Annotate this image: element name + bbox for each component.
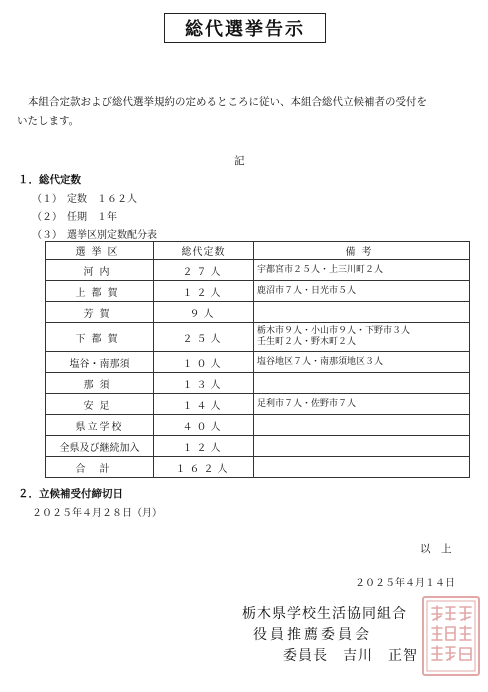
table-row (46, 373, 470, 394)
signature-chair: 委員長 吉川 正智 (283, 648, 418, 664)
section-1-item-quota: （１） 定数 １６２人 (32, 194, 137, 205)
section-1-item-table-caption: （３） 選挙区別定数配分表 (32, 230, 157, 241)
table-row (46, 436, 470, 457)
section-2-heading: ２．立候補受付締切日 (18, 488, 123, 500)
row-area: 塩谷・南那須 (46, 352, 154, 373)
signature-org: 栃木県学校生活協同組合 (242, 606, 407, 622)
row-area: 河内 (46, 260, 154, 281)
note-line: 壬生町２人・野木町２人 (257, 337, 357, 347)
row-note (254, 260, 470, 281)
row-count: １０人 (154, 352, 254, 373)
row-count: １２人 (154, 436, 254, 457)
table-row (46, 260, 470, 281)
note-line: 宇都宮市２５人・上三川町２人 (257, 264, 384, 275)
row-area: 合計 (46, 457, 154, 478)
note-line: 栃木市９人・小山市９人・下野市３人 (257, 326, 411, 336)
row-note (254, 352, 470, 373)
allocation-table (45, 241, 470, 478)
notice-title: 総代選挙告示 (164, 13, 326, 43)
row-note (254, 415, 470, 436)
ki-heading: 記 (234, 155, 245, 167)
row-area: 那須 (46, 373, 154, 394)
row-note (254, 281, 470, 302)
intro-line-2: いたします。 (17, 115, 80, 127)
header-note: 備考 (254, 242, 470, 260)
table-row (46, 415, 470, 436)
row-area: 全県及び継続加入 (46, 436, 154, 457)
table-row (46, 323, 470, 352)
seal-mark-icon (424, 598, 478, 674)
row-count: １２人 (154, 281, 254, 302)
row-count: ９人 (154, 302, 254, 323)
section-1-heading: １．総代定数 (18, 174, 81, 186)
signature-committee: 役員推薦委員会 (253, 627, 372, 643)
header-count: 総代定数 (154, 242, 254, 260)
row-area: 安足 (46, 394, 154, 415)
row-count: １４人 (154, 394, 254, 415)
header-area: 選挙区 (46, 242, 154, 260)
row-note (254, 373, 470, 394)
closing-mark: 以 上 (420, 543, 452, 555)
row-count: ４０人 (154, 415, 254, 436)
table-total-row (46, 457, 470, 478)
note-line: 鹿沼市７人・日光市５人 (257, 285, 357, 296)
table-header-row (46, 242, 470, 260)
row-note (254, 302, 470, 323)
row-area: 県立学校 (46, 415, 154, 436)
row-area: 芳賀 (46, 302, 154, 323)
row-area: 上都賀 (46, 281, 154, 302)
table-row (46, 281, 470, 302)
note-line: 塩谷地区７人・南那須地区３人 (257, 356, 384, 367)
intro-line-1: 本組合定款および総代選挙規約の定めるところに従い、本組合総代立候補者の受付を (28, 96, 427, 108)
official-seal (422, 596, 480, 676)
table-row (46, 394, 470, 415)
row-count: １６２人 (154, 457, 254, 478)
row-note (254, 436, 470, 457)
table-row (46, 302, 470, 323)
row-count: １３人 (154, 373, 254, 394)
note-line: 足利市７人・佐野市７人 (257, 398, 357, 409)
row-count: ２７人 (154, 260, 254, 281)
row-note (254, 457, 470, 478)
deadline-date: ２０２５年４月２８日（月） (32, 508, 162, 519)
issue-date: ２０２５年４月１４日 (355, 578, 455, 589)
row-area: 下都賀 (46, 323, 154, 352)
table-row (46, 352, 470, 373)
row-count: ２５人 (154, 323, 254, 352)
section-1-item-term: （２） 任期 １年 (32, 212, 117, 223)
row-note (254, 323, 470, 352)
row-note (254, 394, 470, 415)
